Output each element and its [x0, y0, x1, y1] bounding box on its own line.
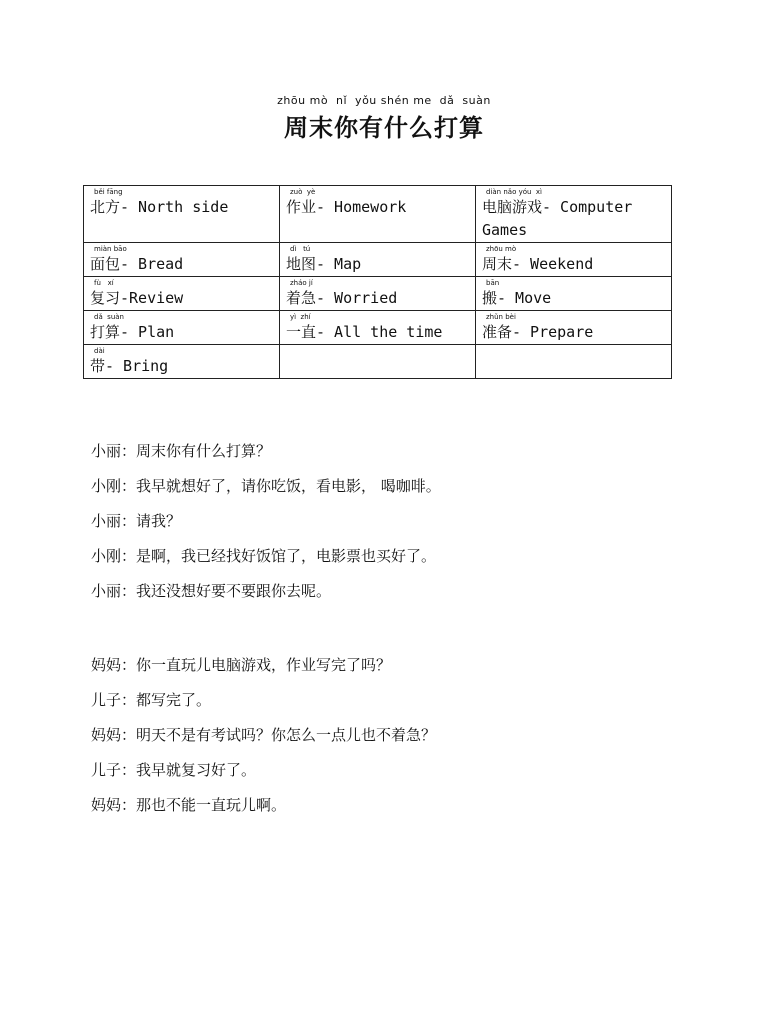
- vocab-pinyin: běi fāng: [94, 188, 123, 196]
- vocab-pinyin: bān: [486, 279, 500, 287]
- dialogue-xiaoli-xiaogang: [91, 441, 691, 616]
- vocab-cell-empty: [280, 345, 476, 379]
- vocab-row: [84, 277, 672, 311]
- vocab-pinyin: yì zhí: [290, 313, 311, 321]
- vocab-row: [84, 186, 672, 243]
- vocab-pinyin: zhǔn bèi: [486, 313, 516, 321]
- vocab-word: 准备- Prepare: [482, 323, 594, 341]
- vocab-word: 一直- All the time: [286, 323, 443, 341]
- vocab-pinyin: zuò yè: [290, 188, 316, 196]
- title-pinyin: zhōu mò nǐ yǒu shén me dǎ suàn: [277, 94, 491, 107]
- vocab-row: [84, 345, 672, 379]
- vocab-cell: [476, 311, 672, 345]
- vocab-row: [84, 311, 672, 345]
- vocab-word: 电脑游戏- Computer Games: [482, 198, 633, 239]
- vocab-word: 作业- Homework: [286, 198, 407, 216]
- vocab-cell: [476, 186, 672, 243]
- vocab-word: 面包- Bread: [90, 255, 184, 273]
- vocab-cell: [280, 243, 476, 277]
- vocab-cell: [476, 243, 672, 277]
- vocab-cell: [84, 243, 280, 277]
- vocab-cell: [84, 277, 280, 311]
- vocab-pinyin: [482, 347, 665, 355]
- vocab-word: 带- Bring: [90, 357, 169, 375]
- vocab-word: 地图- Map: [286, 255, 362, 273]
- vocab-cell: [84, 186, 280, 243]
- vocab-cell: [476, 277, 672, 311]
- vocab-pinyin: dì tú: [290, 245, 311, 253]
- vocabulary-table: [83, 185, 672, 379]
- vocab-pinyin: dǎ suàn: [94, 313, 124, 321]
- dialogue-line: 妈妈：那也不能一直玩儿啊。: [91, 796, 287, 814]
- vocab-cell: [84, 311, 280, 345]
- dialogue-line: 小丽：我还没想好要不要跟你去呢。: [91, 582, 332, 600]
- dialogue-line: 儿子：我早就复习好了。: [91, 761, 257, 779]
- vocab-cell-empty: [476, 345, 672, 379]
- dialogue-line: 小刚：我早就想好了，请你吃饭，看电影， 喝咖啡。: [91, 477, 441, 495]
- dialogue-line: 妈妈：你一直玩儿电脑游戏，作业写完了吗？: [91, 656, 392, 674]
- vocab-cell: [280, 311, 476, 345]
- vocab-pinyin: zháo jí: [290, 279, 313, 287]
- vocab-row: [84, 243, 672, 277]
- vocab-cell: [84, 345, 280, 379]
- vocab-word: 搬- Move: [482, 289, 552, 307]
- page-title: 周末你有什么打算: [284, 114, 484, 142]
- vocab-word: 复习-Review: [90, 289, 184, 307]
- dialogue-line: 小丽：周末你有什么打算？: [91, 442, 272, 460]
- vocab-pinyin: diàn nǎo yóu xì: [486, 188, 542, 196]
- vocab-pinyin: dài: [94, 347, 105, 355]
- vocab-word: 打算- Plan: [90, 323, 175, 341]
- dialogue-line: 小丽：请我？: [91, 512, 182, 530]
- vocab-pinyin: [286, 347, 469, 355]
- vocab-word: 周末- Weekend: [482, 255, 594, 273]
- dialogue-line: 小刚：是啊，我已经找好饭馆了，电影票也买好了。: [91, 547, 437, 565]
- dialogue-line: 妈妈：明天不是有考试吗？你怎么一点儿也不着急？: [91, 726, 437, 744]
- vocab-cell: [280, 186, 476, 243]
- dialogue-line: 儿子：都写完了。: [91, 691, 212, 709]
- vocab-cell: [280, 277, 476, 311]
- dialogue-mom-son: [91, 655, 691, 830]
- vocab-word: 北方- North side: [90, 198, 229, 216]
- vocab-pinyin: miàn bāo: [94, 245, 127, 253]
- vocab-pinyin: zhōu mò: [486, 245, 517, 253]
- vocab-pinyin: fù xí: [94, 279, 114, 287]
- vocab-word: 着急- Worried: [286, 289, 398, 307]
